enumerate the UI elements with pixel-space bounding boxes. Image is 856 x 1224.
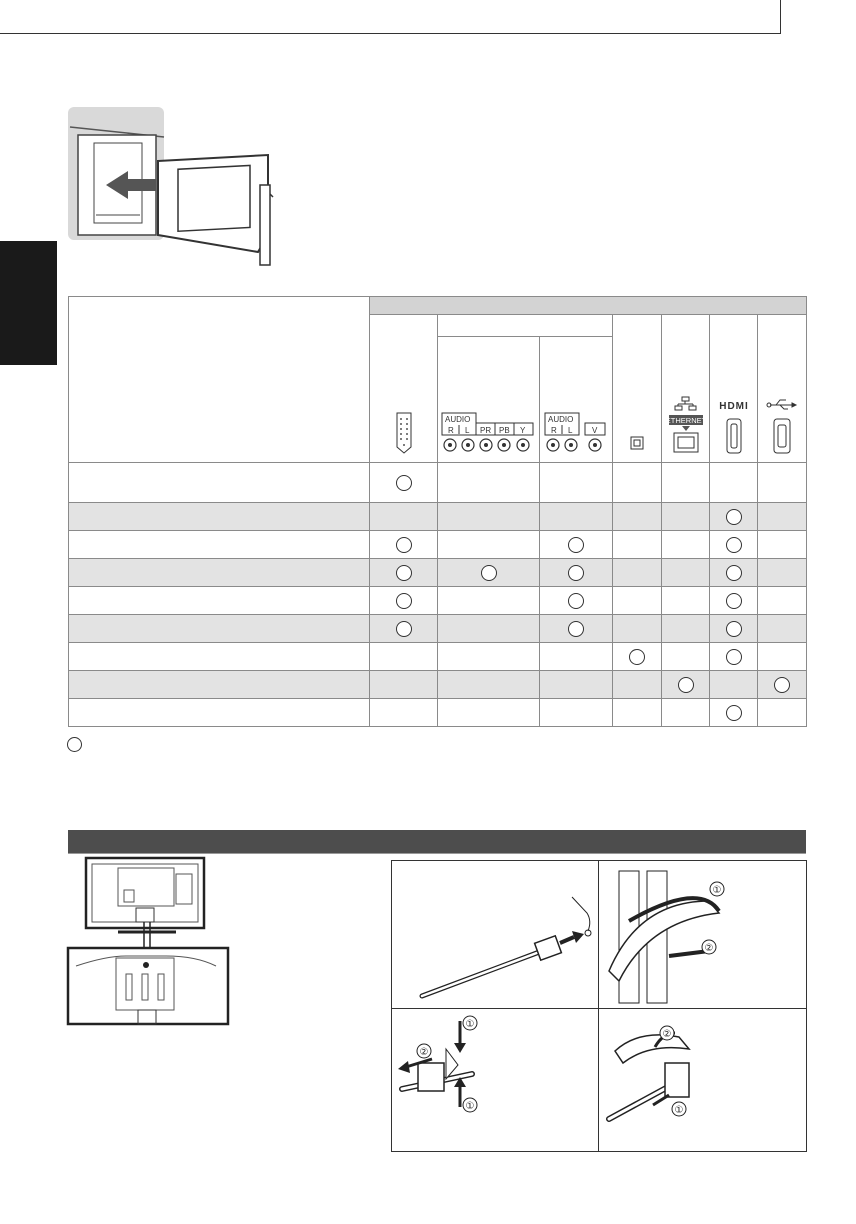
device-cell [69,559,370,587]
compatible-circle-icon [568,593,584,609]
compatible-circle-icon [774,677,790,693]
compat-cell [710,671,758,699]
compat-cell [613,699,662,727]
compat-cell [758,531,807,559]
compatible-circle-icon [568,621,584,637]
component-port-icon [439,411,539,455]
compat-cell [613,503,662,531]
compat-cell [370,531,438,559]
compat-cell [758,587,807,615]
ci-module-illustration [68,107,288,267]
compat-cell [613,615,662,643]
compat-cell [662,503,710,531]
compat-cell [613,643,662,671]
compat-cell [438,671,540,699]
section-header-bar [68,830,806,853]
av-group-header-cell [438,315,613,337]
compat-cell [662,531,710,559]
terminal-header-cell [370,297,807,315]
compat-cell [613,559,662,587]
compat-cell [758,671,807,699]
compatible-circle-icon [726,621,742,637]
compatible-circle-icon [396,593,412,609]
compat-cell [758,643,807,671]
compatible-circle-icon [629,649,645,665]
table-row [69,699,807,727]
legend-circle-icon [67,737,82,752]
compat-cell [710,463,758,503]
compat-cell [438,463,540,503]
compat-cell [710,587,758,615]
compat-cell [370,643,438,671]
compat-cell [540,463,613,503]
compat-cell [540,699,613,727]
compat-cell [370,699,438,727]
table-row [69,671,807,699]
svg-text:R: R [551,426,557,435]
svg-text:AUDIO: AUDIO [444,415,470,424]
compatible-circle-icon [726,593,742,609]
device-cell [69,699,370,727]
table-row [69,643,807,671]
svg-text:PR: PR [479,426,491,435]
svg-text:R: R [447,426,454,435]
cable-tie-step-wrap [599,861,805,1008]
compatible-circle-icon [726,705,742,721]
svg-text:①: ① [465,1019,475,1030]
compat-cell [438,615,540,643]
compat-cell [710,531,758,559]
svg-text:L: L [568,426,573,435]
svg-text:②: ② [419,1047,429,1058]
table-row [69,503,807,531]
hdmi-port-icon [714,395,754,455]
compatible-circle-icon [726,649,742,665]
compat-cell [710,503,758,531]
ethernet-port-cell [662,315,710,463]
usb-port-icon [762,395,802,455]
compat-cell [438,503,540,531]
compat-cell [613,531,662,559]
connection-table [68,296,807,727]
compat-cell [662,615,710,643]
compat-cell [613,587,662,615]
table-row [69,559,807,587]
table-row [69,615,807,643]
scart-port-cell [370,315,438,463]
device-cell [69,643,370,671]
attach-arrow-icon [560,937,574,943]
compat-cell [438,559,540,587]
device-cell [69,503,370,531]
compatible-circle-icon [568,565,584,581]
compat-cell [438,643,540,671]
compat-cell [662,587,710,615]
usb-port-cell [758,315,807,463]
device-cell [69,671,370,699]
compat-cell [540,531,613,559]
compat-cell [370,463,438,503]
compat-cell [540,587,613,615]
tv-rear-illustration [66,856,236,1028]
compatible-circle-icon [726,509,742,525]
compat-cell [370,671,438,699]
composite-port-cell [540,337,613,463]
compat-cell [710,559,758,587]
compat-cell [613,463,662,503]
compat-cell [438,531,540,559]
compat-cell [438,587,540,615]
compat-cell [662,463,710,503]
svg-text:①: ① [712,885,722,896]
table-row [69,531,807,559]
composite-port-icon [541,411,611,455]
device-header-cell [69,297,370,463]
section-divider [68,853,806,854]
table-row [69,587,807,615]
compat-cell [758,699,807,727]
side-tab [0,241,57,365]
compat-cell [540,559,613,587]
compat-cell [370,503,438,531]
optical-port-icon [629,435,645,451]
compat-cell [710,699,758,727]
compat-cell [540,671,613,699]
device-cell [69,587,370,615]
table-header-row [69,297,807,315]
cable-tie-step-loosen [599,1009,805,1151]
compat-cell [662,643,710,671]
svg-text:②: ② [662,1029,672,1040]
compatible-circle-icon [396,621,412,637]
compat-cell [540,643,613,671]
compatible-circle-icon [481,565,497,581]
compat-cell [758,463,807,503]
compat-cell [758,559,807,587]
compat-cell [438,699,540,727]
compat-cell [370,559,438,587]
device-cell [69,615,370,643]
device-cell [69,463,370,503]
svg-text:Y: Y [519,426,525,435]
compat-cell [662,671,710,699]
compat-cell [370,615,438,643]
compat-cell [758,615,807,643]
svg-text:①: ① [465,1101,475,1112]
cable-tie-step-release [392,1009,598,1151]
compatible-circle-icon [726,537,742,553]
svg-text:ETHERNET: ETHERNET [665,416,706,425]
svg-text:AUDIO: AUDIO [548,415,574,424]
hdmi-port-cell [710,315,758,463]
compatible-circle-icon [396,537,412,553]
compatible-circle-icon [568,537,584,553]
scart-port-icon [394,411,414,455]
compat-cell [662,699,710,727]
svg-text:①: ① [674,1105,684,1116]
table-row [69,463,807,503]
ethernet-port-icon [666,395,706,455]
compatible-circle-icon [678,677,694,693]
svg-text:②: ② [704,943,714,954]
device-cell [69,531,370,559]
svg-text:L: L [464,426,469,435]
crop-marks [0,0,856,40]
compatible-circle-icon [726,565,742,581]
compat-cell [758,503,807,531]
compat-cell [540,615,613,643]
compat-cell [710,615,758,643]
svg-text:V: V [592,426,598,435]
svg-text:HDMI: HDMI [718,401,749,412]
optical-port-cell [613,315,662,463]
connection-table-body [69,463,807,727]
compat-cell [662,559,710,587]
compatible-circle-icon [396,475,412,491]
component-port-cell [438,337,540,463]
compat-cell [540,503,613,531]
svg-text:PB: PB [498,426,510,435]
cable-tie-step-attach [392,861,598,1008]
compatible-circle-icon [396,565,412,581]
compat-cell [710,643,758,671]
cable-tie-steps-grid [391,860,807,1152]
compat-cell [370,587,438,615]
compat-cell [613,671,662,699]
